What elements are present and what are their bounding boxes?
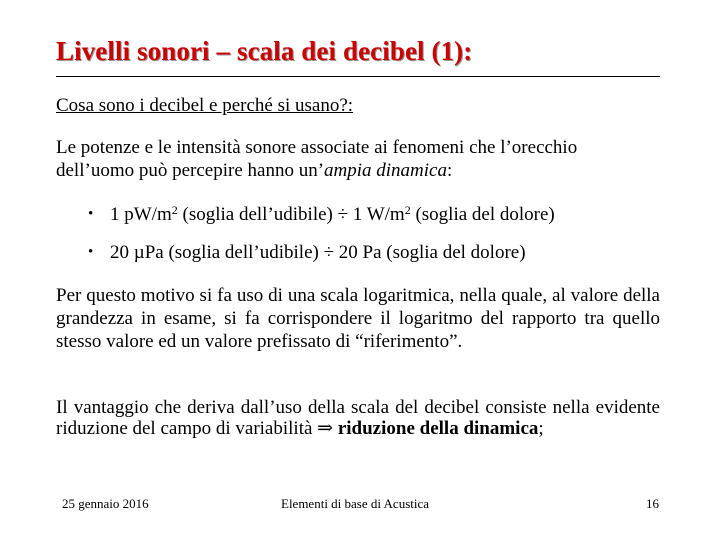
paragraph-emphasis: ampia dinamica (324, 160, 447, 181)
bullet-superscript: 2 (404, 203, 411, 217)
footer-date: 25 gennaio 2016 (62, 496, 149, 511)
footer-title: Elementi di base di Acustica (281, 496, 430, 511)
paragraph-dynamic-range (56, 136, 660, 182)
bullet-text: (soglia del dolore) (410, 204, 555, 225)
bullet-superscript: 2 (171, 203, 178, 217)
title-underline (56, 76, 660, 77)
bullet-item-power (88, 203, 555, 226)
slide-title: Livelli sonori – scala dei decibel (1): (56, 36, 473, 66)
paragraph-text: Il vantaggio che deriva dall’uso della scala del decibel consiste nella evidente riduzione del campo di variabilità ⇒ (56, 397, 660, 439)
bullet-icon: • (88, 244, 94, 260)
paragraph-log-scale: Per questo motivo si fa uso di una scala logaritmica, nella quale, al valore della grandezza in esame, si fa corrispondere il logaritmo del rapporto tra quello stesso valore ed un valore prefissato di “riferimento”. (56, 285, 660, 352)
bullet-text: (soglia dell’udibile) ÷ 1 W/m (177, 204, 405, 225)
bullet-text: 1 pW/m (110, 204, 172, 225)
bullet-icon: • (88, 206, 94, 222)
paragraph-bold-text: riduzione della dinamica (337, 418, 539, 439)
bullet-item-pressure (88, 241, 526, 264)
slide-subtitle: Cosa sono i decibel e perché si usano?: (56, 95, 354, 116)
paragraph-punctuation: : (447, 160, 453, 181)
bullet-text: 20 µPa (soglia dell’udibile) ÷ 20 Pa (soglia del dolore) (110, 242, 526, 263)
paragraph-advantage (56, 397, 660, 439)
footer-page-number: 16 (646, 496, 659, 511)
paragraph-punctuation: ; (538, 418, 544, 439)
paragraph-text: Le potenze e le intensità sonore associate ai fenomeni che l’orecchio dell’uomo può percepire hanno un’ (56, 137, 578, 181)
